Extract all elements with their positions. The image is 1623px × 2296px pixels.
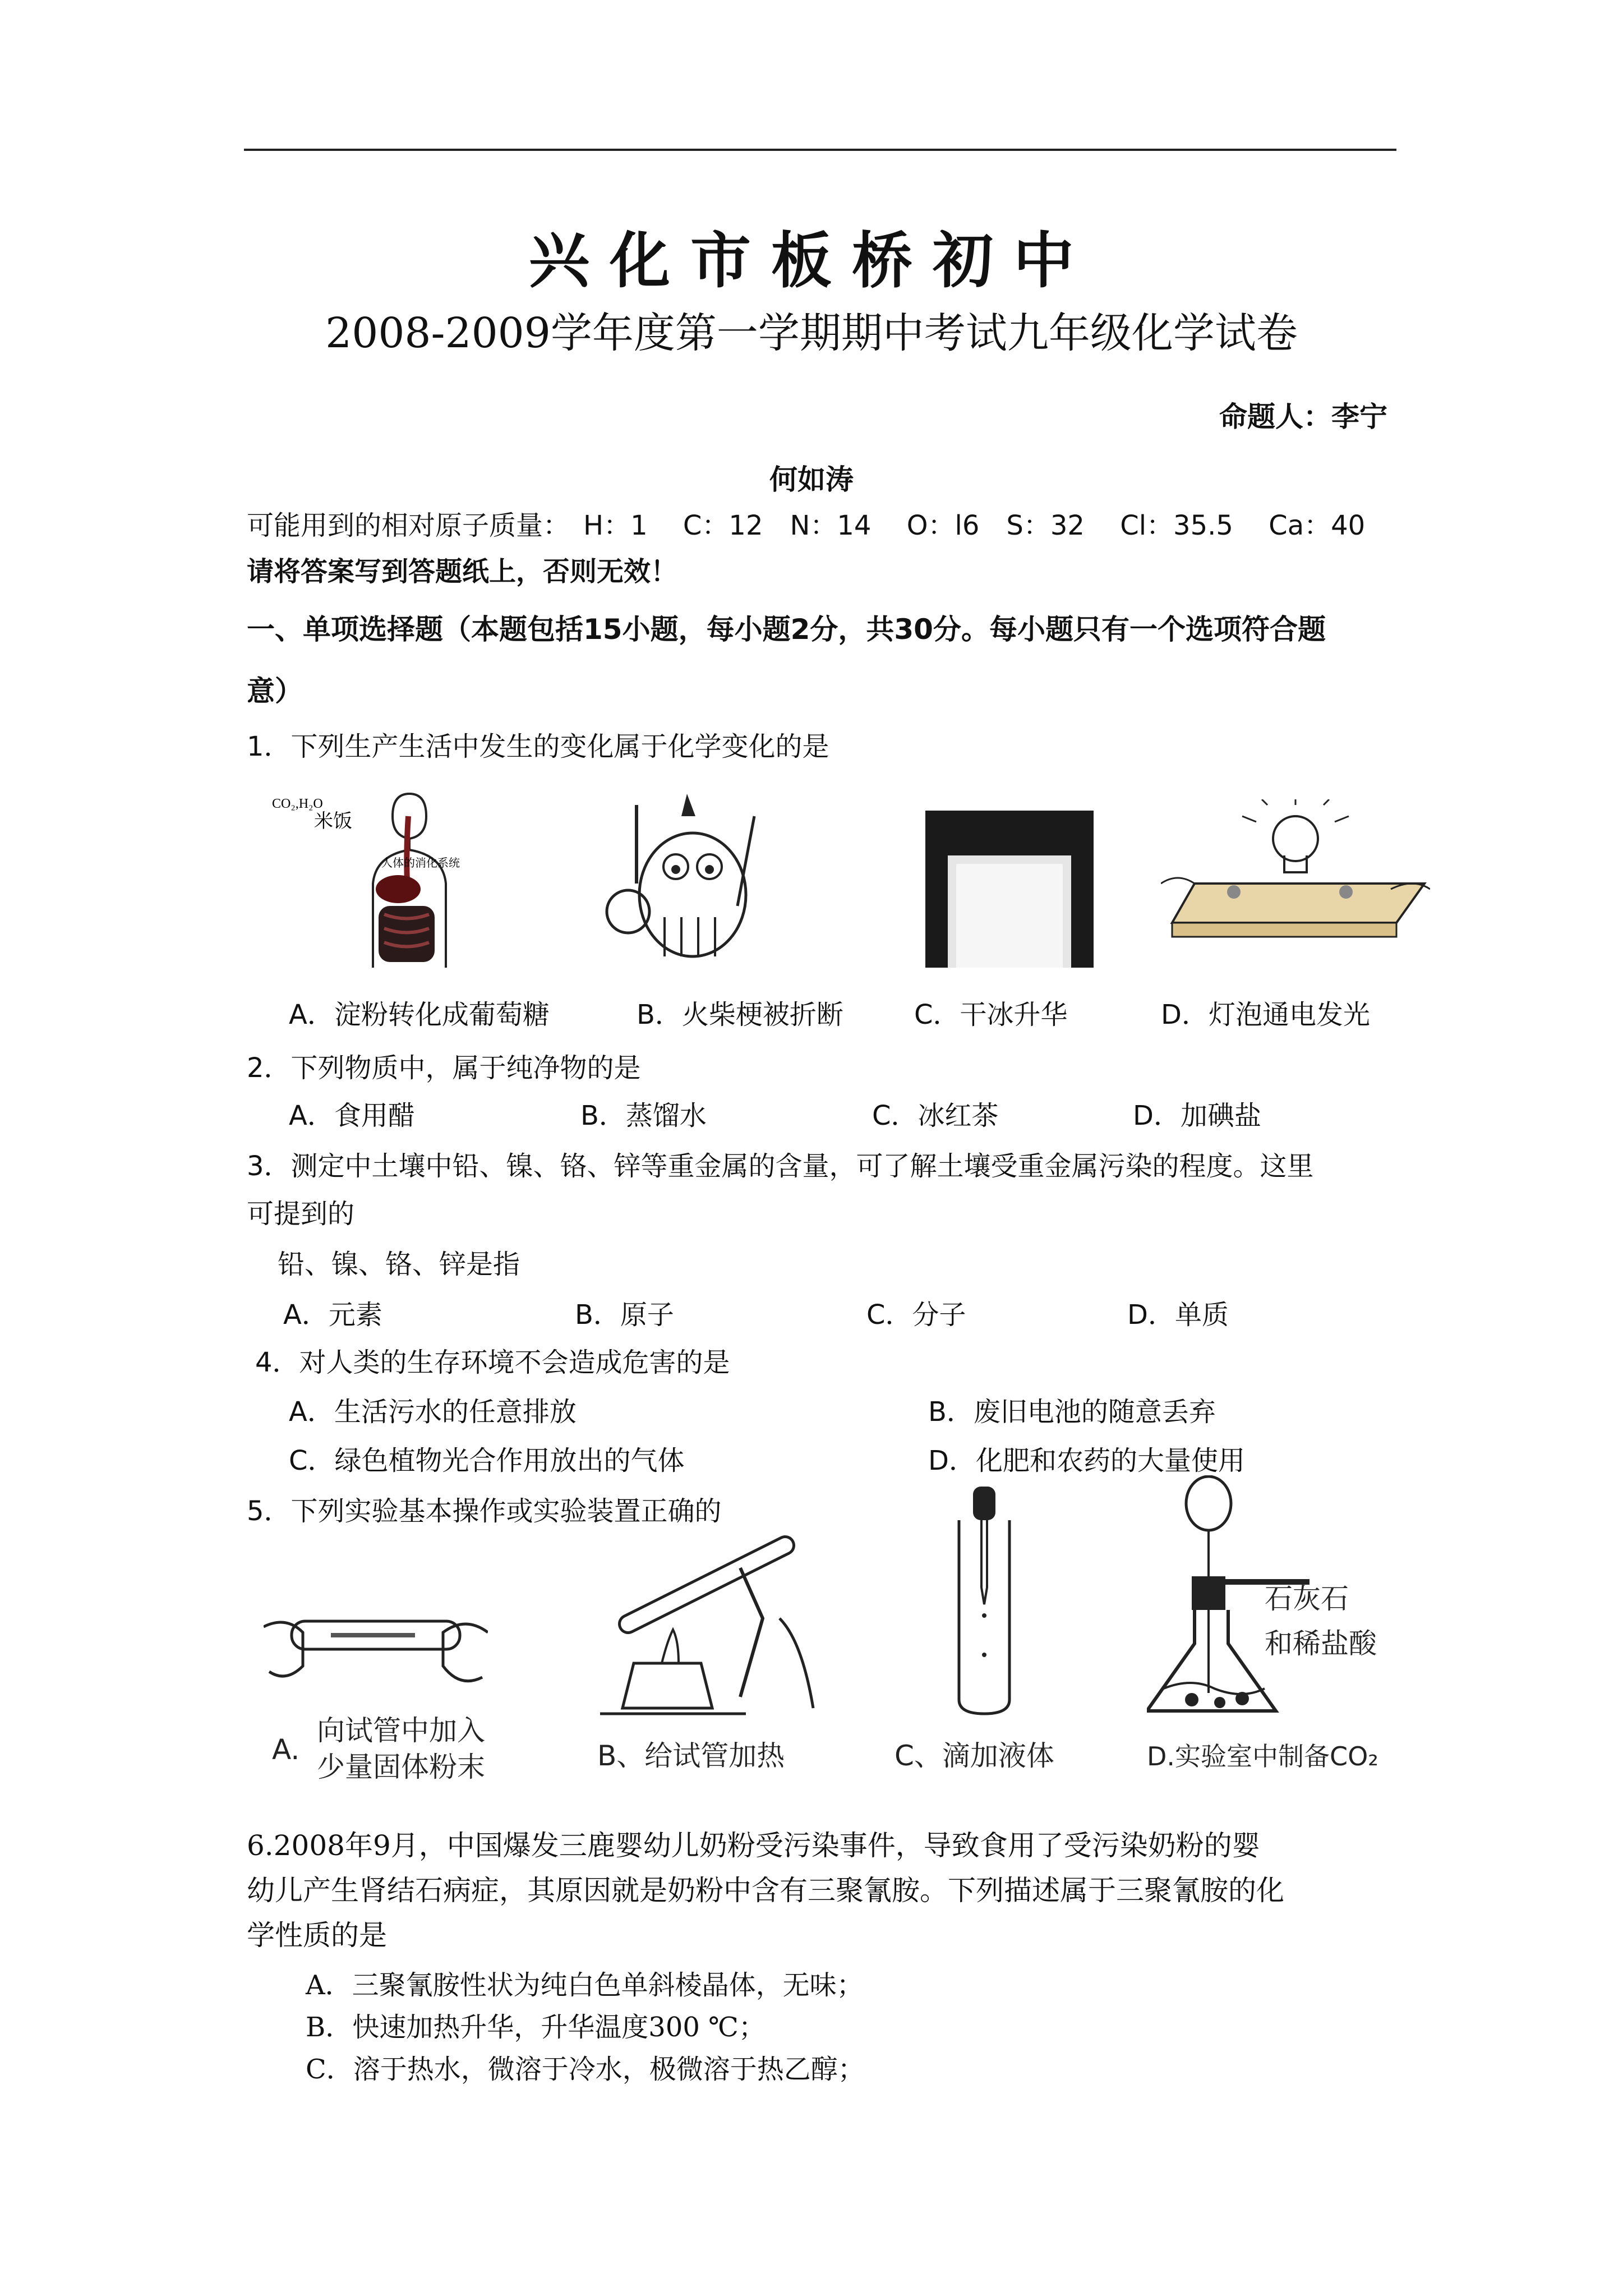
q3-stem-line2: 可提到的 (247, 1198, 355, 1230)
q6-option-c: C．溶于热水，微溶于冷水，极微溶于热乙醇； (306, 2054, 865, 2085)
q3-stem-line1: 3．测定中土壤中铅、镍、铬、锌等重金属的含量，可了解土壤受重金属污染的程度。这里 (247, 1151, 1314, 1182)
q4-option-b: B．废旧电池的随意丢弃 (928, 1396, 1216, 1428)
q3-option-c: C．分子 (866, 1299, 966, 1331)
q1-option-c: C．干冰升华 (914, 999, 1068, 1030)
author-second: 何如涛 (769, 463, 854, 496)
q5-caption-b: B、给试管加热 (597, 1740, 785, 1772)
q1-fig-a-label-system: 人体的消化系统 (381, 857, 460, 869)
q6-option-b: B．快速加热升华，升华温度300 ℃； (306, 2012, 766, 2043)
q1-figure-dry-ice (925, 811, 1094, 968)
q4-option-a: A．生活污水的任意排放 (289, 1396, 577, 1428)
q6-stem-line2: 幼儿产生肾结石病症，其原因就是奶粉中含有三聚氰胺。下列描述属于三聚氰胺的化 (247, 1874, 1284, 1907)
notice: 请将答案写到答题纸上，否则无效！ (247, 556, 678, 587)
q3-option-b: B．原子 (575, 1299, 674, 1331)
q1-option-d: D．灯泡通电发光 (1161, 999, 1370, 1030)
exam-title: 2008-2009学年度第一学期期中考试九年级化学试卷 (325, 309, 1298, 357)
q5-caption-c: C、滴加液体 (895, 1740, 1054, 1772)
section-heading-cont: 意） (247, 675, 303, 707)
q2-option-c: C．冰红茶 (872, 1100, 999, 1131)
school-name: 兴化市板桥初中 (528, 226, 1094, 296)
q2-stem: 2．下列物质中，属于纯净物的是 (247, 1052, 641, 1084)
q1-stem: 1．下列生产生活中发生的变化属于化学变化的是 (247, 731, 829, 762)
q4-stem: 4．对人类的生存环境不会造成危害的是 (255, 1347, 730, 1378)
q5-figure-c (948, 1487, 1021, 1717)
q1-fig-a-label-rice: 米饭 (314, 811, 352, 832)
q5-label-d-line1: 石灰石 (1265, 1582, 1349, 1615)
q5-figure-a (264, 1593, 488, 1700)
header-rule (244, 149, 1396, 151)
q4-option-c: C．绿色植物光合作用放出的气体 (289, 1445, 685, 1476)
q5-stem: 5．下列实验基本操作或实验装置正确的 (247, 1496, 722, 1527)
q3-option-d: D．单质 (1127, 1299, 1229, 1331)
q1-option-b: B．火柴梗被折断 (637, 999, 843, 1030)
q1-fig-a-label-gas: CO₂,H₂O (272, 797, 323, 811)
q5-label-d-line2: 和稀盐酸 (1265, 1627, 1377, 1660)
q1-figure-digestion (269, 777, 505, 968)
atomic-masses: 可能用到的相对原子质量： H：1 C：12 N：14 O：l6 S：32 Cl：35.5 Ca：40 (247, 510, 1366, 541)
q2-option-b: B．蒸馏水 (580, 1100, 707, 1131)
author-label: 命题人：李宁 (1219, 401, 1387, 433)
q2-option-a: A．食用醋 (289, 1100, 415, 1131)
q2-option-d: D．加碘盐 (1133, 1100, 1261, 1131)
q6-stem-line1: 6.2008年9月，中国爆发三鹿婴幼儿奶粉受污染事件，导致食用了受污染奶粉的婴 (247, 1829, 1260, 1862)
q5-caption-a-line2: 少量固体粉末 (317, 1751, 485, 1783)
q1-option-a: A．淀粉转化成葡萄糖 (289, 999, 550, 1030)
q5-caption-a-letter: A. (272, 1733, 300, 1766)
q3-stem-line3: 铅、镍、铬、锌是指 (278, 1249, 520, 1280)
q6-stem-line3: 学性质的是 (247, 1919, 387, 1952)
q3-option-a: A．元素 (283, 1299, 382, 1331)
q6-option-a: A．三聚氰胺性状为纯白色单斜棱晶体，无味； (306, 1970, 864, 2001)
q5-figure-b (600, 1534, 836, 1725)
q1-figure-bulb (1161, 799, 1430, 940)
section-heading: 一、单项选择题（本题包括15小题，每小题2分，共30分。每小题只有一个选项符合题 (247, 613, 1326, 646)
q5-caption-d: D.实验室中制备CO₂ (1147, 1741, 1378, 1772)
q4-option-d: D．化肥和农药的大量使用 (928, 1445, 1245, 1476)
q1-figure-match (597, 783, 788, 968)
q5-caption-a-line1: 向试管中加入 (317, 1714, 485, 1747)
